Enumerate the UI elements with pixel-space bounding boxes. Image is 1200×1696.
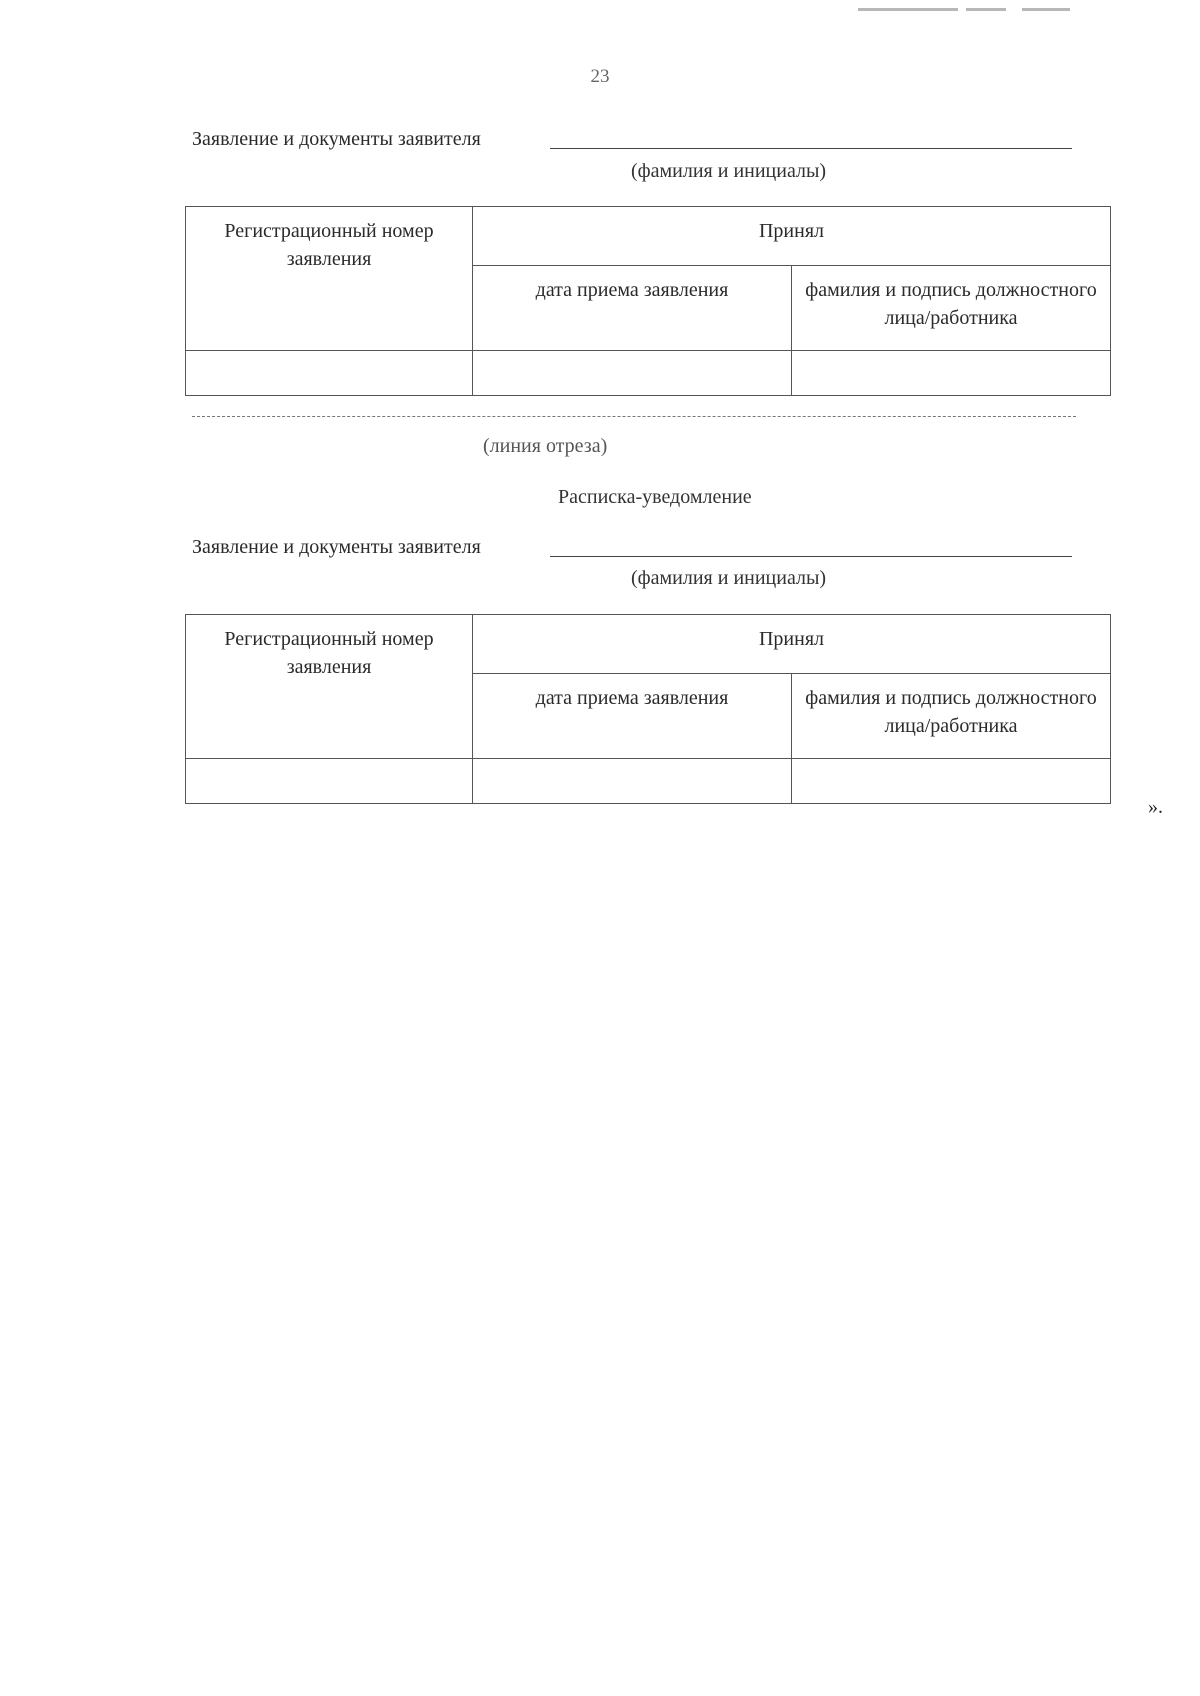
scan-artifact [1022, 8, 1070, 11]
scan-artifact [858, 8, 958, 11]
applicant-line [192, 536, 481, 559]
page-number: 23 [590, 66, 610, 87]
applicant-line [192, 128, 481, 151]
table-row [186, 351, 1111, 396]
date-header: дата приема заявления [473, 266, 792, 351]
reg-number-header: Регистрационный номер заявления [186, 207, 473, 351]
reg-number-header: Регистрационный номер заявления [186, 615, 473, 759]
signature-header: фамилия и подпись должностного лица/работника [792, 674, 1111, 759]
receipt-table [185, 614, 1111, 804]
applicant-name-field[interactable] [550, 148, 1072, 149]
receipt-title: Расписка-уведомление [558, 486, 752, 508]
receipt-table [185, 206, 1111, 396]
closing-quote: ». [1148, 796, 1163, 818]
applicant-label: Заявление и документы заявителя [192, 536, 481, 558]
cut-line-label: (линия отреза) [483, 435, 608, 457]
applicant-hint: (фамилия и инициалы) [631, 160, 827, 182]
signature-header: фамилия и подпись должностного лица/работника [792, 266, 1111, 351]
accepted-header: Принял [473, 207, 1111, 266]
applicant-name-field[interactable] [550, 556, 1072, 557]
applicant-label: Заявление и документы заявителя [192, 128, 481, 150]
date-cell[interactable] [473, 351, 792, 396]
accepted-header: Принял [473, 615, 1111, 674]
reg-number-cell[interactable] [186, 759, 473, 804]
signature-cell[interactable] [792, 351, 1111, 396]
scan-artifact [966, 8, 1006, 11]
table-row [186, 759, 1111, 804]
date-cell[interactable] [473, 759, 792, 804]
reg-number-cell[interactable] [186, 351, 473, 396]
signature-cell[interactable] [792, 759, 1111, 804]
cut-line [192, 416, 1076, 417]
date-header: дата приема заявления [473, 674, 792, 759]
applicant-hint: (фамилия и инициалы) [631, 567, 827, 589]
